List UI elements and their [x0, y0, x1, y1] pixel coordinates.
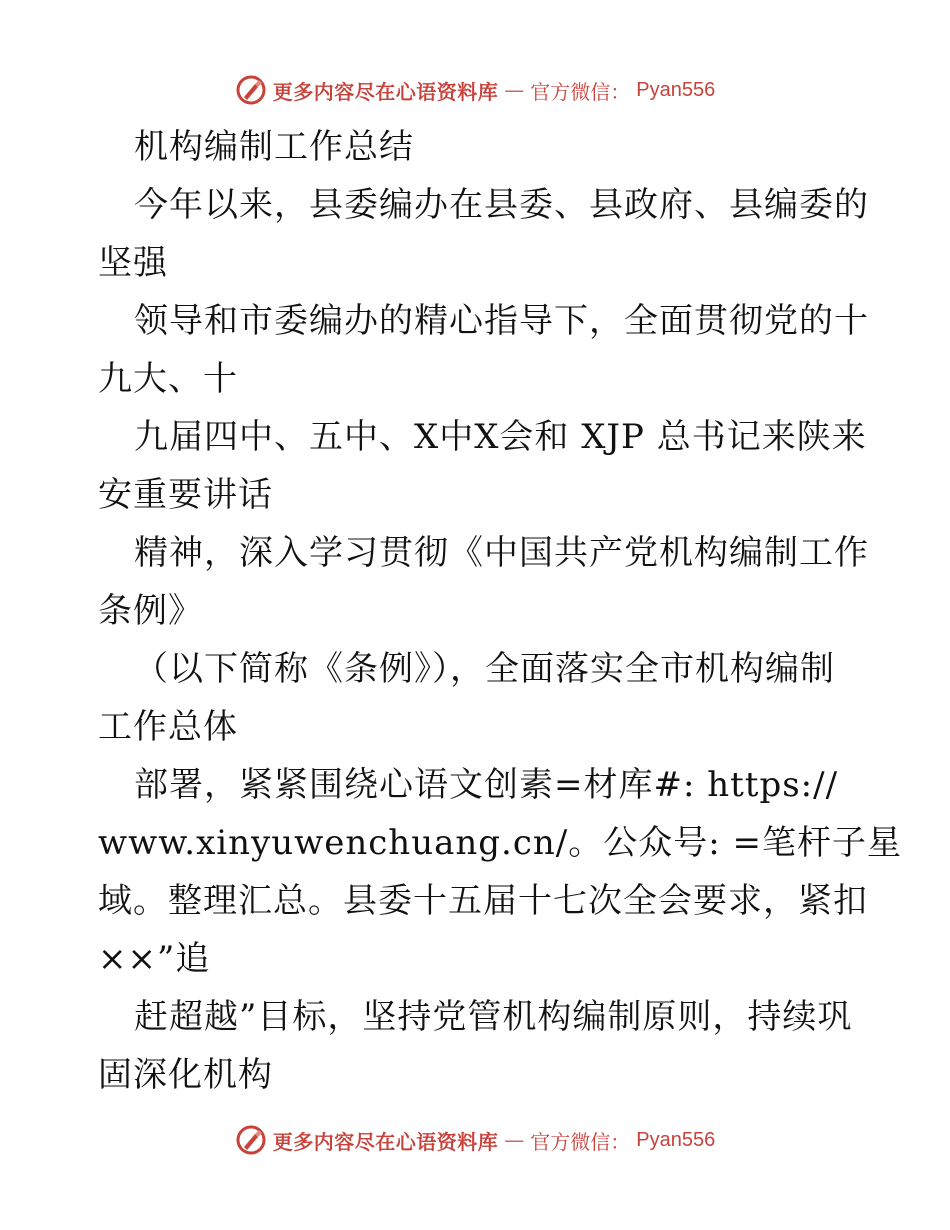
document-title: 机构编制工作总结: [134, 127, 414, 167]
paragraph-line: 安重要讲话: [98, 475, 273, 515]
paragraph-line: ××”追: [98, 939, 211, 979]
banner-wechat-label: 官方微信：: [530, 79, 631, 104]
paragraph-line: 精神，深入学习贯彻《中国共产党机构编制工作: [134, 533, 869, 573]
paragraph-line: 今年以来，县委编办在县委、县政府、县编委的: [134, 185, 869, 225]
footer-banner: [0, 1120, 950, 1160]
banner-dash: —: [504, 78, 525, 102]
banner-slogan: 更多内容尽在心语资料库: [272, 79, 499, 104]
paragraph-line: 条例》: [98, 591, 203, 631]
banner-wechat-id: Pyan556: [636, 1128, 716, 1151]
paragraph-line: 部署，紧紧围绕心语文创素=材库#: https://: [134, 765, 839, 805]
paragraph-line: 工作总体: [98, 707, 238, 747]
banner-dash: —: [504, 1128, 525, 1152]
banner-slogan: 更多内容尽在心语资料库: [272, 1129, 499, 1154]
paragraph-line: 坚强: [98, 243, 168, 283]
paragraph-line: 固深化机构: [98, 1055, 273, 1095]
paragraph-line: （以下简称《条例》），全面落实全市机构编制: [134, 649, 835, 689]
paragraph-line: 域。整理汇总。县委十五届十七次全会要求，紧扣: [98, 881, 868, 921]
paragraph-line: 领导和市委编办的精心指导下，全面贯彻党的十: [134, 301, 869, 341]
paragraph-line: 赶超越”目标，坚持党管机构编制原则，持续巩: [134, 997, 853, 1037]
pen-logo-icon: [235, 74, 267, 106]
document-body: [98, 118, 902, 1104]
header-banner: [0, 70, 950, 110]
paragraph-line: 九届四中、五中、X中X会和 XJP 总书记来陕来: [134, 417, 867, 457]
banner-wechat-label: 官方微信：: [530, 1129, 631, 1154]
pen-logo-icon: [235, 1124, 267, 1156]
banner-wechat-id: Pyan556: [636, 78, 716, 101]
paragraph-line: www.xinyuwenchuang.cn/。公众号: =笔杆子星: [98, 823, 902, 863]
paragraph-line: 九大、十: [98, 359, 238, 399]
